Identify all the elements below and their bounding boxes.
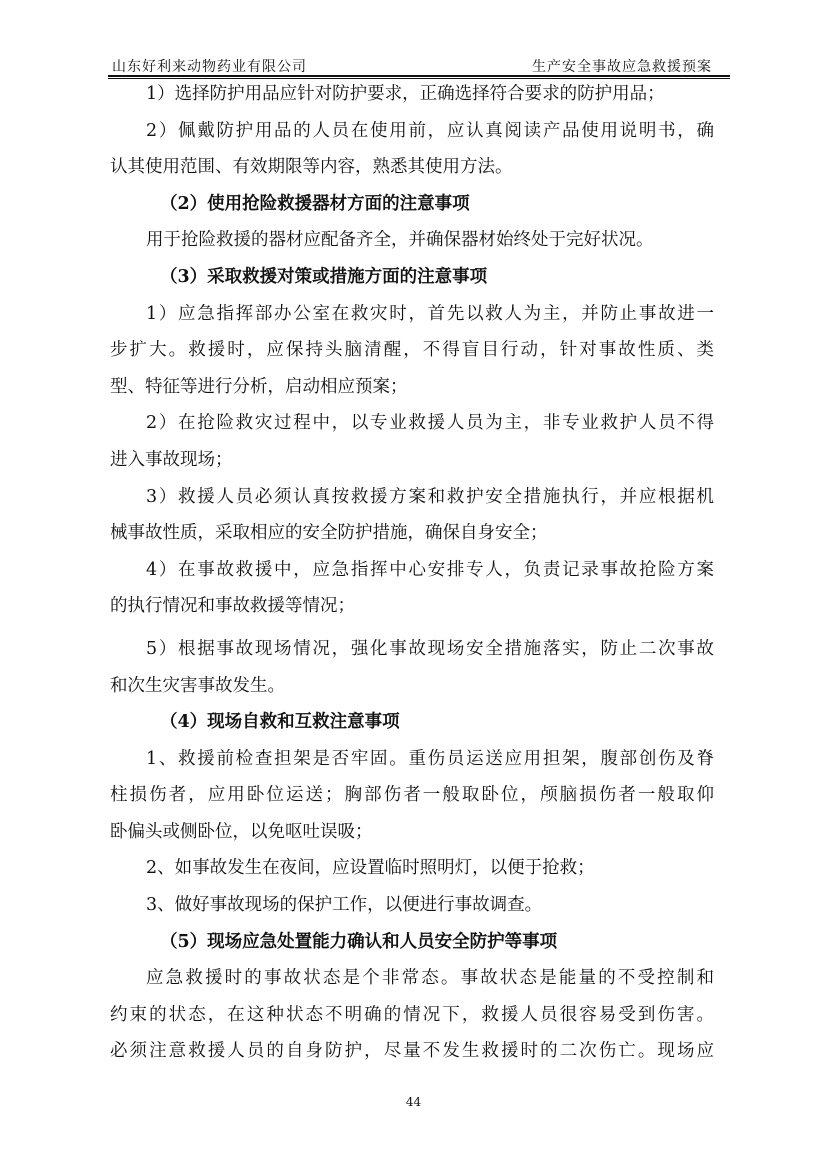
paragraph-line: 1）应急指挥部办公室在救灾时，首先以救人为主，并防止事故进一 xyxy=(146,303,714,324)
paragraph-line: 柱损伤者，应用卧位运送；胸部伤者一般取卧位，颅脑损伤者一般取仰 xyxy=(110,785,714,806)
section-heading: （2）使用抢险救援器材方面的注意事项 xyxy=(160,193,470,214)
paragraph-line: 应急救援时的事故状态是个非常态。事故状态是能量的不受控制和 xyxy=(146,968,714,989)
paragraph-line: 2）佩戴防护用品的人员在使用前，应认真阅读产品使用说明书，确 xyxy=(146,120,714,141)
paragraph-line: 型、特征等进行分析，启动相应预案； xyxy=(110,376,408,397)
paragraph-line: 械事故性质，采取相应的安全防护措施，确保自身安全； xyxy=(110,523,548,544)
paragraph-line: 步扩大。救援时，应保持头脑清醒，不得盲目行动，针对事故性质、类 xyxy=(110,340,714,361)
paragraph-line: 和次生灾害事故发生。 xyxy=(110,675,285,696)
paragraph-line: 的执行情况和事故救援等情况； xyxy=(110,596,355,617)
paragraph-line: 1）选择防护用品应针对防护要求，正确选择符合要求的防护用品； xyxy=(146,84,665,104)
paragraph-line: 约束的状态，在这种状态不明确的情况下，救援人员很容易受到伤害。 xyxy=(110,1004,714,1025)
document-body xyxy=(110,80,714,1074)
paragraph-line: 3）救援人员必须认真按救援方案和救护安全措施执行，并应根据机 xyxy=(146,486,714,507)
paragraph-line: 3、做好事故现场的保护工作，以便进行事故调查。 xyxy=(146,895,543,916)
paragraph-line: 1、救援前检查担架是否牢固。重伤员运送应用担架，腹部创伤及脊 xyxy=(146,748,714,769)
page-number: 44 xyxy=(405,1095,422,1109)
paragraph-line: 5）根据事故现场情况，强化事故现场安全措施落实，防止二次事故 xyxy=(146,638,714,659)
paragraph-line: 2）在抢险救灾过程中，以专业救援人员为主，非专业救护人员不得 xyxy=(146,413,714,434)
header-company: 山东好利来动物药业有限公司 xyxy=(112,59,307,75)
section-heading: （5）现场应急处置能力确认和人员安全防护等事项 xyxy=(160,931,558,952)
section-heading: （3）采取救援对策或措施方面的注意事项 xyxy=(160,266,488,287)
paragraph-line: 4）在事故救援中，应急指挥中心安排专人，负责记录事故抢险方案 xyxy=(146,559,714,580)
header-doc-title: 生产安全事故应急救援预案 xyxy=(532,59,712,75)
paragraph-line: 必须注意救援人员的自身防护，尽量不发生救援时的二次伤亡。现场应 xyxy=(110,1041,714,1062)
paragraph-line: 用于抢险救援的器材应配备齐全，并确保器材始终处于完好状况。 xyxy=(146,230,654,251)
section-heading: （4）现场自救和互救注意事项 xyxy=(160,712,400,733)
header-rule-thick xyxy=(108,75,730,77)
page-header xyxy=(108,54,730,74)
paragraph-line: 2、如事故发生在夜间，应设置临时照明灯，以便于抢救； xyxy=(146,858,595,879)
paragraph-line: 进入事故现场； xyxy=(110,449,233,470)
paragraph-line: 卧偏头或侧卧位，以免呕吐误吸； xyxy=(110,821,373,842)
paragraph-line: 认其使用范围、有效期限等内容，熟悉其使用方法。 xyxy=(110,157,513,178)
header-rule-thin xyxy=(108,78,730,79)
